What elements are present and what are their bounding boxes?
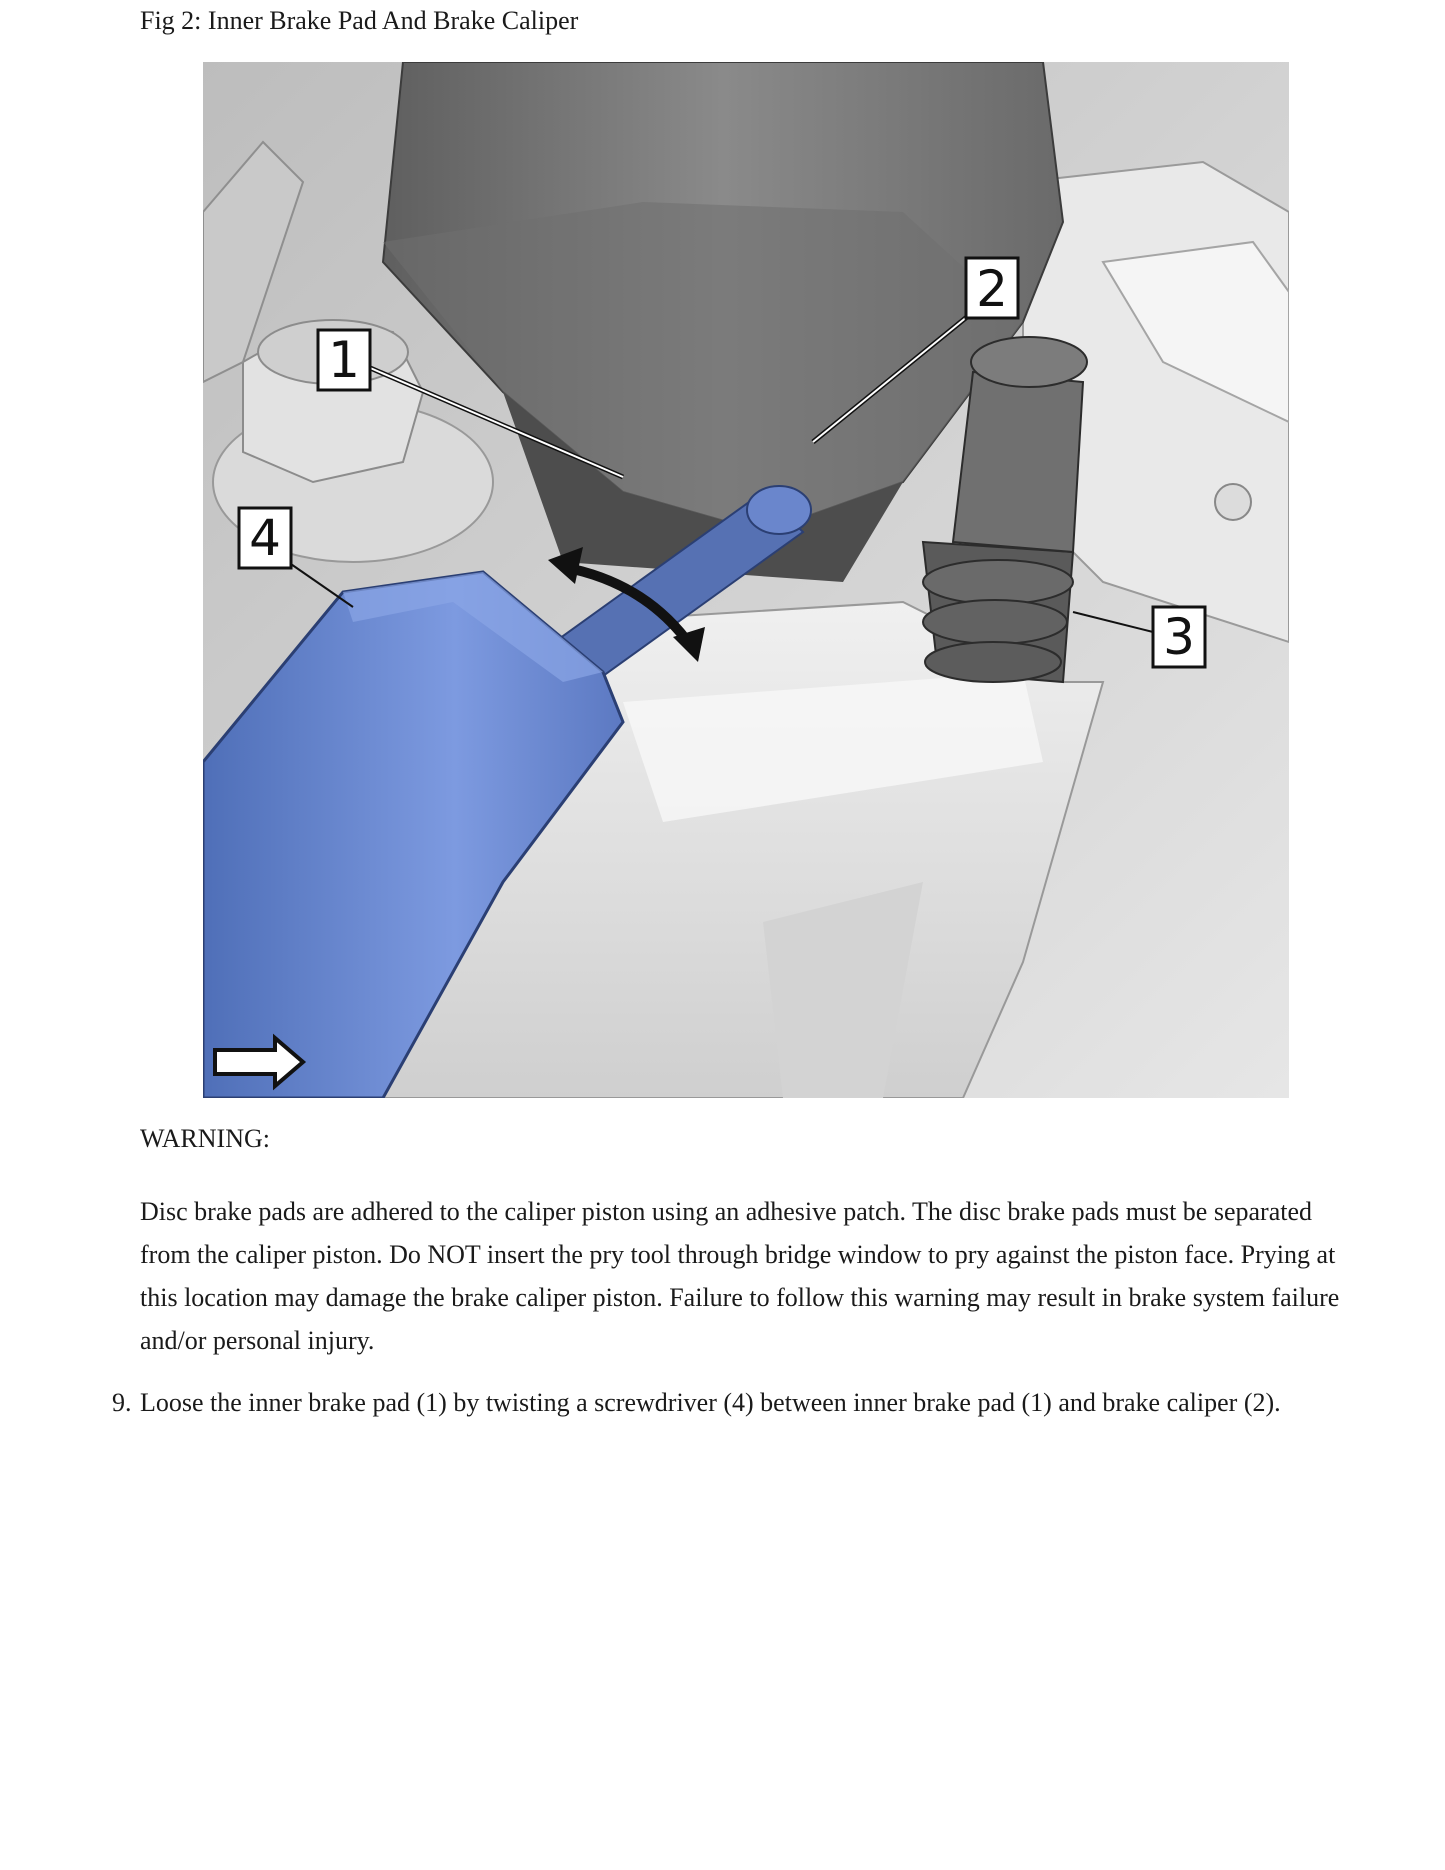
screwdriver-tip xyxy=(747,486,811,534)
callout-3 xyxy=(1153,607,1205,667)
warning-text: Disc brake pads are adhered to the caliper piston using an adhesive patch. The disc brake pads must be separated from the caliper piston. Do NOT insert the pry tool through bridge window to pry against the piston face. Prying at this location may damage the brake caliper piston. Failure to follow this warning may result in brake system failure and/or personal injury. xyxy=(140,1197,1340,1355)
step-item xyxy=(112,1386,1372,1420)
procedure-steps xyxy=(112,1386,1372,1420)
guide-pin-bolt-head xyxy=(971,337,1087,387)
callout-4 xyxy=(239,508,291,568)
brake-caliper-illustration xyxy=(203,62,1289,1098)
bracket-bolt xyxy=(1215,484,1251,520)
callout-4-label: 4 xyxy=(249,509,281,567)
callout-2-label: 2 xyxy=(976,260,1008,318)
guide-pin-boot-ring-2 xyxy=(923,600,1067,644)
illustration-svg xyxy=(203,62,1289,1098)
callout-3-label: 3 xyxy=(1163,608,1195,666)
callout-2 xyxy=(966,258,1018,318)
figure-caption: Fig 2: Inner Brake Pad And Brake Caliper xyxy=(140,6,579,35)
callout-1 xyxy=(318,330,370,390)
guide-pin-boot-ring-3 xyxy=(925,642,1061,682)
step-number: 9. xyxy=(112,1388,132,1417)
guide-pin-boot-ring-1 xyxy=(923,560,1073,604)
warning-title: WARNING: xyxy=(140,1124,270,1153)
guide-pin-bolt-shaft xyxy=(953,372,1083,552)
step-text: Loose the inner brake pad (1) by twisting a screwdriver (4) between inner brake pad (1) and brake caliper (2). xyxy=(140,1388,1281,1417)
callout-1-label: 1 xyxy=(328,331,360,389)
